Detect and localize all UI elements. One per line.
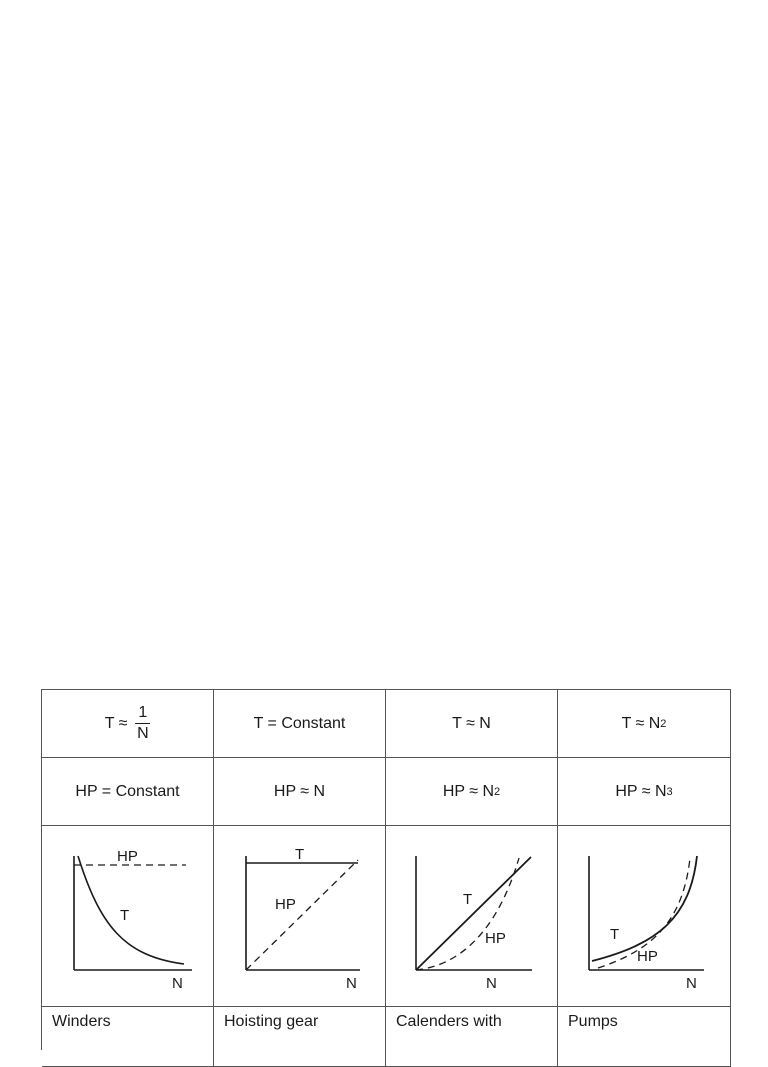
fraction: [135, 705, 150, 742]
pumps-graph: [558, 826, 731, 1007]
torque-label: T: [120, 907, 130, 924]
hp-label: HP: [117, 848, 138, 865]
torque-label: T: [610, 926, 620, 943]
graph-hoisting: [214, 826, 386, 1007]
torque-label: T: [295, 846, 305, 863]
hp-curve: [246, 860, 358, 970]
application-text: Hoisting gear: [224, 1013, 319, 1030]
hp-label: HP: [485, 930, 506, 947]
application-winders: [42, 1007, 214, 1067]
power-relation-hoisting: [214, 758, 386, 826]
speed-axis-label: N: [686, 975, 697, 992]
graph-pumps: [558, 826, 731, 1007]
calenders-graph: [386, 826, 558, 1007]
torque-relation-winders: [42, 690, 214, 758]
torque-curve: [78, 856, 184, 964]
torque-relation-text: T ≈ N: [452, 714, 491, 732]
torque-relation-text: T = Constant: [253, 714, 346, 732]
power-relation-calenders: HP ≈ N 2: [386, 758, 558, 826]
application-hoisting: [214, 1007, 386, 1067]
torque-relation-hoisting: [214, 690, 386, 758]
hp-label: HP: [637, 948, 658, 965]
torque-relation-calenders: [386, 690, 558, 758]
power-relation-pumps: HP ≈ N 3: [558, 758, 731, 826]
hp-label: HP: [275, 896, 296, 913]
speed-axis-label: N: [486, 975, 497, 992]
power-relation-text: HP ≈ N: [615, 782, 667, 800]
torque-label: T: [463, 891, 473, 908]
fraction-numerator: 1: [135, 705, 150, 724]
hoisting-graph: [214, 826, 386, 1007]
torque-relation-text: T ≈ N: [621, 714, 661, 732]
graph-calenders: [386, 826, 558, 1007]
application-text: Winders: [52, 1013, 111, 1030]
hp-curve: [416, 858, 519, 970]
power-relation-winders: [42, 758, 214, 826]
load-characteristics-table: [41, 689, 731, 1050]
winders-graph: [42, 826, 214, 1007]
speed-axis-label: N: [172, 975, 183, 992]
power-relation-text: HP ≈ N: [442, 782, 495, 800]
speed-axis-label: N: [346, 975, 357, 992]
application-calenders: [386, 1007, 558, 1067]
power-relation-text: HP = Constant: [75, 782, 180, 800]
torque-relation-pumps: T ≈ N 2: [558, 690, 731, 758]
application-pumps: [558, 1007, 731, 1067]
torque-relation-text: T ≈: [104, 714, 128, 732]
power-relation-text: HP ≈ N: [273, 782, 326, 800]
application-text: Pumps: [568, 1013, 618, 1030]
application-text: Calenders with: [396, 1013, 502, 1030]
graph-winders: [42, 826, 214, 1007]
fraction-denominator: N: [137, 725, 149, 742]
